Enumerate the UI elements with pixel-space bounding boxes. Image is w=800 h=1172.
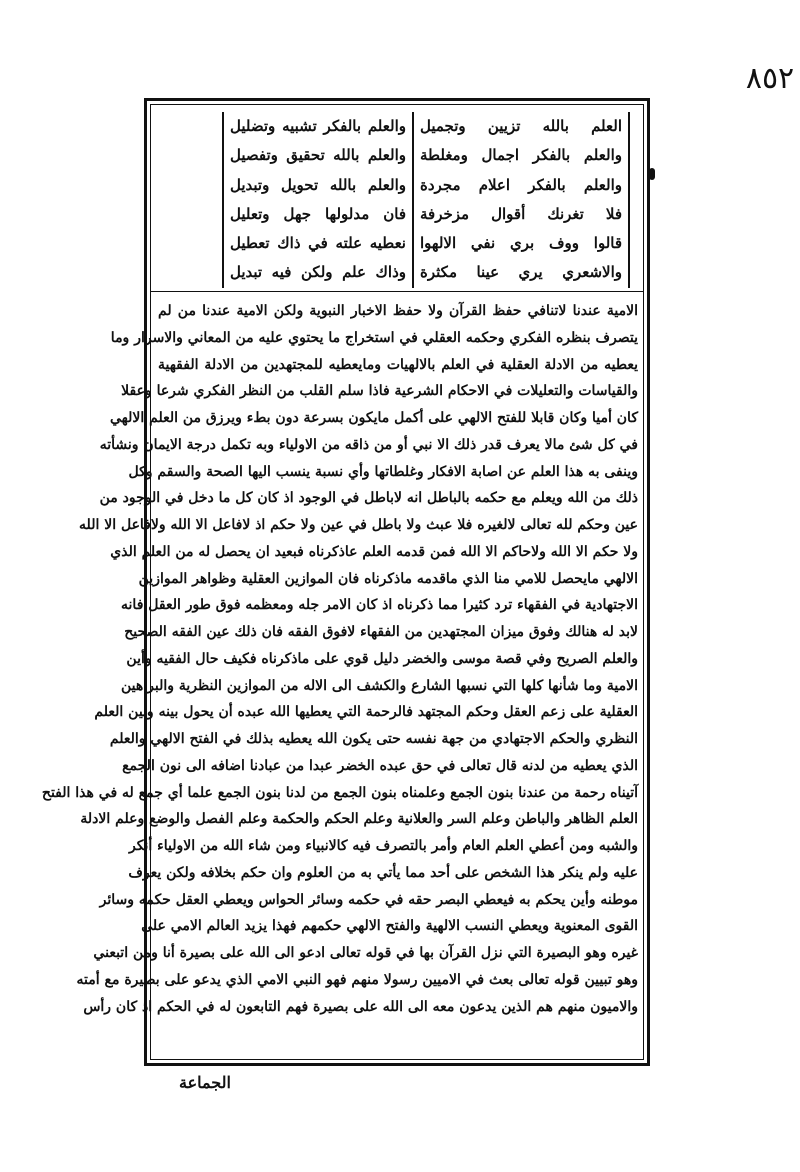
prose-line: وينفى به هذا العلم عن اصابة الافكار وغلطاتها وأي نسبة ينسب اليها الصحة والسقم وكل <box>128 463 638 480</box>
prose-line: ولا حكم الا الله ولاحاكم الا الله فمن قدمه العلم عاذكرناه فبعيد ان يحصل له من العلم الذي <box>110 543 638 560</box>
poem-verse: نعطيه علته في ذاك تعطيل <box>230 234 406 253</box>
poem-verse: والعلم بالفكر اعلام مجردة <box>420 175 622 194</box>
prose-block <box>41 298 638 1048</box>
prose-line: وهو تبيين قوله تعالى بعث في الاميين رسولا منهم فهو النبي الامي الذي يدعو على بصيرة مع أمته <box>76 971 638 988</box>
poem-verse: والاشعري يري عينا مكثرة <box>420 263 622 282</box>
poem-verse: قالوا ووف بري نفي الالهوا <box>420 234 622 253</box>
poem-right-column <box>412 112 630 288</box>
prose-line: والشبه ومن أعطي العلم العام وأمر بالتصرف فيه كالانبياء ومن شاء الله من الاولياء أنكر <box>129 838 638 854</box>
frame-edge-mark <box>649 168 655 180</box>
prose-line: عليه ولم ينكر هذا الشخص على أحد مما يأتي به من العلوم وان حكم بخلافه ولكن يعرف <box>128 864 638 881</box>
prose-line: كان أميا وكان قابلا للفتح الالهي على أكمل مايكون بسرعة دون بطء ويرزق من العلم الالهي <box>109 410 638 426</box>
poem-verse: والعلم بالفكر تشبيه وتضليل <box>230 117 406 135</box>
poem-verse: والعلم بالله تحقيق وتفصيل <box>230 146 406 165</box>
prose-line: يتصرف بنظره الفكري وحكمه العقلي في استخراج ما يحتوي عليه من المعاني والاسرار وما <box>110 329 638 346</box>
poem-left-column <box>222 112 412 288</box>
poem-verse: والعلم بالله تحويل وتبديل <box>230 175 406 194</box>
catchword: الجماعة <box>179 1073 231 1092</box>
prose-line: العقلية على زعم العقل وحكم المجتهد فالرحمة التي يعطيها الله عبده أن يحول بينه وبين العلم <box>94 704 638 721</box>
prose-line: والعلم الصريح وفي قصة موسى والخضر دليل قوي على ماذكرناه فكيف حال الفقيه وأين <box>126 650 638 667</box>
poem-verse: والعلم بالفكر اجمال ومغلطة <box>420 146 622 165</box>
prose-line: يعطيه من الادلة العقلية في العلم بالالهيات ومايعطيه للمجتهدين من الادلة الفقهية <box>158 356 638 373</box>
prose-line: الامية وما شأنها كلها التي نسبها الشارع والكشف الى الاله من الموازين النظرية والبراهين <box>121 677 638 694</box>
prose-line: النظري والحكم الاجتهادي من جهة نفسه حتى يكون الله يعطيه بذلك في الفتح الالهي والعلم <box>109 731 638 747</box>
poem-verse: فلا تغرنك أقوال مزخرفة <box>420 204 622 223</box>
prose-line: والقياسات والتعليلات في الاحكام الشرعية فاذا سلم القلب من النظر الفكري شرعا وعقلا <box>121 383 638 400</box>
section-divider <box>150 291 644 292</box>
prose-line: آتيناه رحمة من عندنا بنون الجمع وعلمناه بنون الجمع من لدنا بنون الجمع علما أي جمع له في هذا الفتح <box>41 784 638 801</box>
prose-line: الاجتهادية في الفقهاء ترد كثيرا مما ذكرناه اذ كان الامر جله ومعظمه فوق طور العقل فانه <box>121 597 638 614</box>
page-number: ٨٥٢ <box>745 61 795 96</box>
prose-line: الذي يعطيه من لدنه قال تعالى في حق عبده الخضر عبدا من عبادنا اضافه الى نون الجمع <box>122 757 638 774</box>
prose-line: غيره وهو البصيرة التي نزل القرآن بها في قوله تعالى ادعو الى الله على بصيرة أنا ومن اتبعني <box>93 945 638 961</box>
prose-line: الامية عندنا لاتنافي حفظ القرآن ولا حفظ الاخبار النبوية ولكن الامية عندنا من لم <box>158 303 638 319</box>
prose-line: موطنه وأين يحكم به فيعطي البصر حقه في حكمه وسائر الحواس ويعطي العقل حكمه وسائر <box>99 891 638 908</box>
prose-line: عين وحكم لله تعالى لالغيره فلا عبث ولا باطل في عين ولا حكم اذ لافاعل الا الله ولافاعل الا الله <box>79 517 638 533</box>
poem-verse: وذاك علم ولكن فيه تبديل <box>230 263 406 282</box>
prose-line: الالهي مايحصل للامي منا الذي ماقدمه ماذكرناه فان الموازين العقلية وظواهر الموازين <box>138 570 638 587</box>
prose-line: العلم الظاهر والباطن وعلم السر والعلانية وعلم الحكم والحكمة وعلم الفصل والوضع وعلم الادلة <box>80 811 638 828</box>
prose-line: في كل شئ مالا يعرف قدر ذلك الا نبي أو من ذاقه من الاولياء وبه تكمل درجة الايمان ونشأته <box>99 436 638 453</box>
poem-block <box>222 112 636 288</box>
prose-line: ذلك من الله ويعلم مع حكمه بالباطل انه لاباطل في الوجود اذ كان كل ما دخل في الوجود من <box>99 490 638 507</box>
prose-line: القوى المعنوية ويعطي النسب الالهية والفتح الالهي حكمهم فهذا يزيد العالم الامي على <box>141 918 638 935</box>
prose-line: والاميون منهم هم الذين يدعون معه الى الله على بصيرة فهم التابعون له في الحكم اذ كان رأس <box>83 998 638 1015</box>
poem-verse: العلم بالله تزيين وتجميل <box>420 117 622 135</box>
poem-verse: فان مدلولها جهل وتعليل <box>230 204 406 223</box>
prose-line: لابد له هنالك وفوق ميزان المجتهدين من الفقهاء لافوق الفقه فان ذلك عين الفقه الصحيح <box>124 624 638 640</box>
